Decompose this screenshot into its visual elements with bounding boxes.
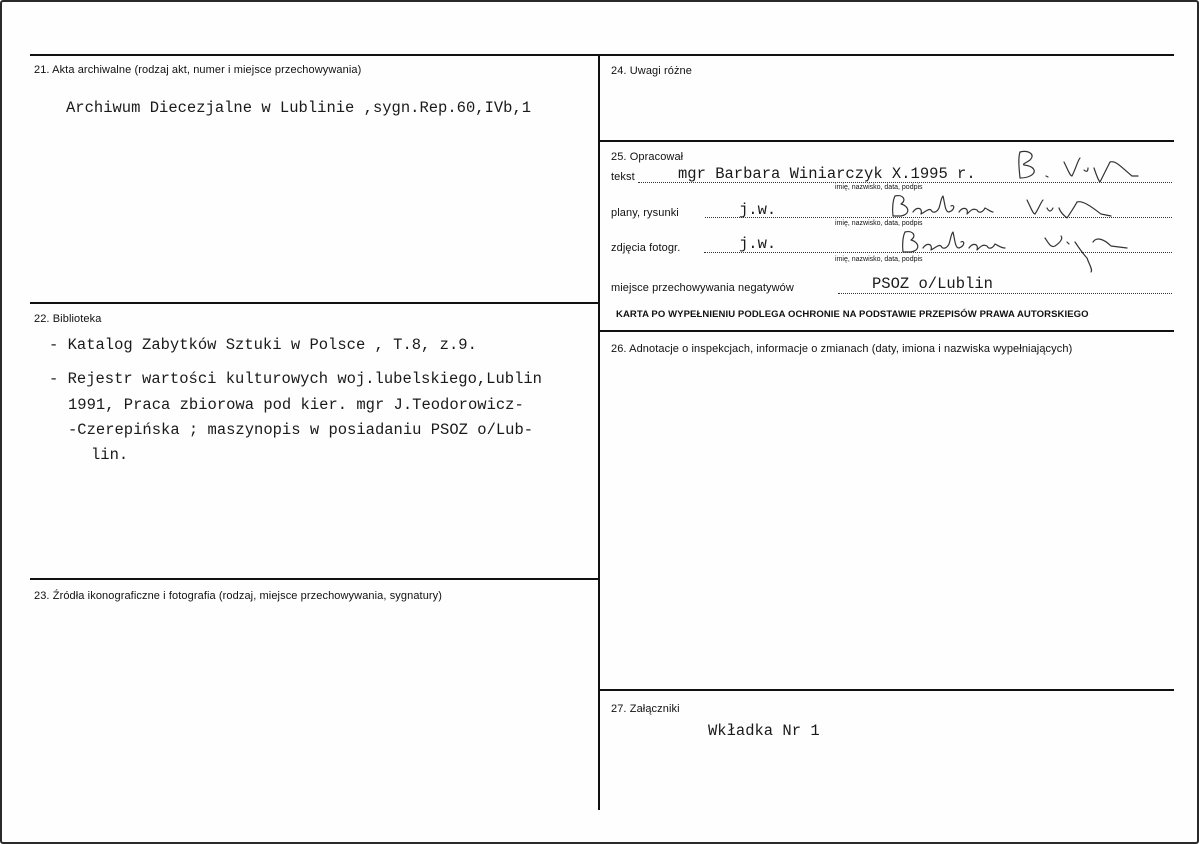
section-25-label: 25. Opracował (611, 151, 684, 163)
drawings-caption: imię, nazwisko, data, podpis (835, 220, 923, 227)
rule-25-26 (599, 330, 1174, 332)
photos-label: zdjęcia fotogr. (611, 242, 681, 254)
signature-photos (897, 224, 1137, 274)
rule-22-23 (30, 578, 599, 580)
text-author-value: mgr Barbara Winiarczyk X.1995 r. (678, 165, 976, 183)
photos-value: j.w. (739, 235, 777, 253)
negatives-value: PSOZ o/Lublin (872, 275, 993, 293)
library-line-5: lin. (91, 446, 129, 464)
section-21-label: 21. Akta archiwalne (rodzaj akt, numer i miejsce przechowywania) (34, 64, 362, 76)
attachment-value: Wkładka Nr 1 (708, 722, 820, 740)
text-author-caption: imię, nazwisko, data, podpis (835, 184, 923, 191)
copyright-notice: KARTA PO WYPEŁNIENIU PODLEGA OCHRONIE NA PODSTAWIE PRZEPISÓW PRAWA AUTORSKIEGO (616, 309, 1089, 320)
section-24-label: 24. Uwagi różne (611, 65, 692, 77)
rule-21-22 (30, 302, 599, 304)
archive-reference: Archiwum Diecezjalne w Lublinie ,sygn.Rep.60,IVb,1 (66, 99, 532, 117)
signature-text (1012, 148, 1142, 184)
negatives-line (838, 293, 1172, 294)
section-22-label: 22. Biblioteka (34, 313, 102, 325)
negatives-label: miejsce przechowywania negatywów (611, 282, 794, 294)
section-23-label: 23. Źródła ikonograficzne i fotografia (rodzaj, miejsce przechowywania, sygnatury) (34, 590, 443, 602)
library-line-3: 1991, Praca zbiorowa pod kier. mgr J.Teodorowicz- (68, 396, 524, 414)
section-27-label: 27. Załączniki (611, 703, 680, 715)
photos-caption: imię, nazwisko, data, podpis (835, 256, 923, 263)
section-26-label: 26. Adnotacje o inspekcjach, informacje o zmianach (daty, imiona i nazwiska wypełniających) (611, 343, 1073, 355)
text-author-label: tekst (611, 171, 635, 183)
rule-24-25 (599, 140, 1174, 142)
signature-drawings (887, 190, 1127, 220)
column-divider (598, 54, 600, 810)
library-line-1: - Katalog Zabytków Sztuki w Polsce , T.8, z.9. (49, 336, 477, 354)
library-line-2: - Rejestr wartości kulturowych woj.lubelskiego,Lublin (49, 370, 542, 388)
rule-26-27 (599, 689, 1174, 691)
drawings-label: plany, rysunki (611, 207, 679, 219)
library-line-4: -Czerepińska ; maszynopis w posiadaniu PSOZ o/Lub- (68, 421, 534, 439)
drawings-value: j.w. (739, 201, 777, 219)
top-rule (30, 54, 1174, 56)
